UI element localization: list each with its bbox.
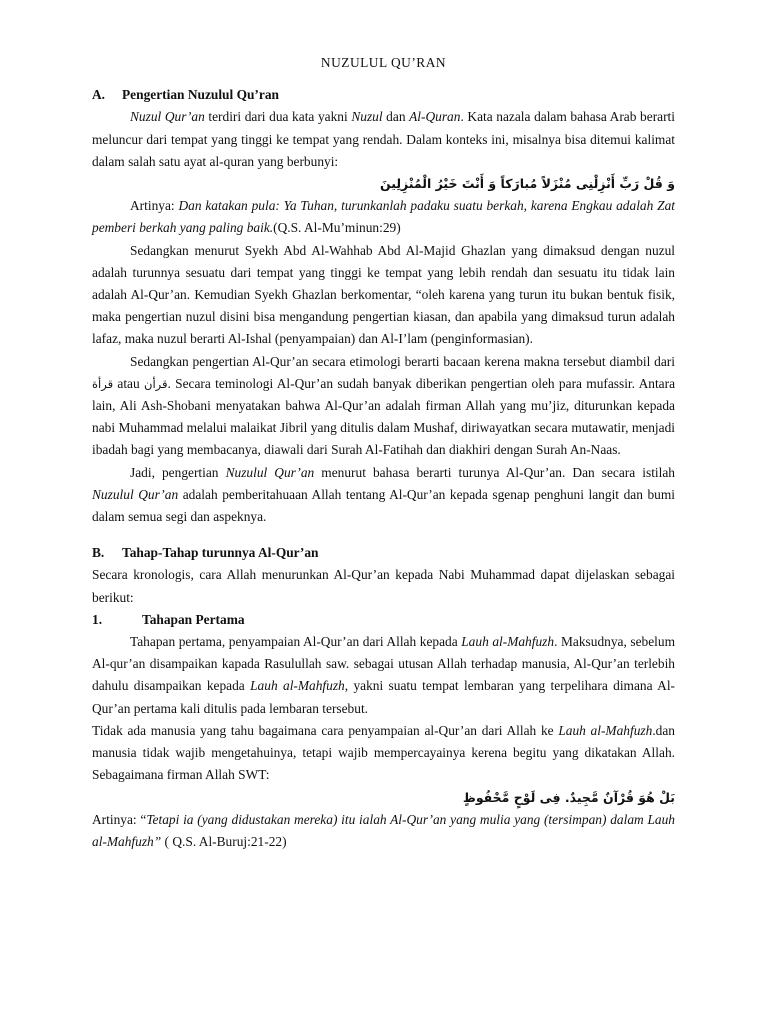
paragraph-penyampaian: Tidak ada manusia yang tahu bagaimana cara penyampaian al-Qur’an dari Allah ke Lauh al-Mahfuzh.dan manusia tidak wajib mengetahuinya, tetapi wajib mempercayainya kerena begitu yang dikatakan Allah. Sebagaimana firman Allah SWT: — [92, 722, 675, 783]
document-page — [92, 52, 675, 853]
arabic-verse-2: بَلْ هُوَ قُرْآنٌ مَّجِيدٌ. فِى لَوْحٍ مَّحْفُوظٍ — [462, 789, 675, 805]
section-a-title: Pengertian Nuzulul Qu’ran — [122, 87, 279, 103]
paragraph-definition: Nuzul Qur’an terdiri dari dua kata yakni Nuzul dan Al-Quran. Kata nazala dalam bahasa Arab berarti meluncur dari tempat yang tinggi ke tempat yang rendah. Dalam konteks ini, misalnya bisa ditemui kalimat dalam salah satu ayat al-quran yang berbunyi: — [92, 109, 675, 169]
section-b-number: B. — [92, 545, 105, 561]
term-nuzul-quran: Nuzul Qur’an — [130, 109, 205, 125]
section-b-heading — [92, 542, 675, 564]
arabic-verse-1: وَ قُلْ رَبِّ أَنْزِلْنِى مُنْزَلاً مُبارَكاً وَ أَنْتَ خَيْرُ الْمُنْزِلِينَ — [379, 176, 675, 192]
paragraph-translation-2: Artinya: “Tetapi ia (yang didustakan mereka) itu ialah Al-Qur’an yang mulia yang (tersimpan) dalam Lauh al-Mahfuzh” ( Q.S. Al-Buruj:21-22) — [92, 811, 675, 849]
section-b-title: Tahap-Tahap turunnya Al-Qur’an — [122, 545, 319, 561]
section-a-heading — [92, 84, 675, 106]
subsection-1-heading: 1. Tahapan Pertama — [92, 611, 245, 627]
document-title: NUZULUL QU’RAN — [320, 55, 447, 70]
section-gap — [92, 528, 675, 542]
section-a-number: A. — [92, 87, 106, 103]
paragraph-tahapan-pertama: Tahapan pertama, penyampaian Al-Qur’an dari Allah kepada Lauh al-Mahfuzh. Maksudnya, sebelum Al-qur’an disampaikan kapada Rasulullah saw. sebagai utusan Allah terhadap manusia, Al-Qur’an terlebih dahulu disampaikan kepada Lauh al-Mahfuzh, yakni suatu tempat lembaran yang terpelihara dimana Al-Qur’an pertama kali ditulis pada lembaran tersebut. — [92, 634, 676, 716]
paragraph-kronologis: Secara kronologis, cara Allah menurunkan Al-Qur’an kepada Nabi Muhammad dapat dijelaskan sebagai berikut: — [92, 567, 675, 605]
paragraph-etimologi: Sedangkan pengertian Al-Qur’an secara etimologi berarti bacaan kerena makna tersebut diambil dari قرأة atau قرأن. Secara teminologi Al-Qur’an sudah banyak diberikan pengertian oleh para mufassir. Antara lain, Ali Ash-Shobani menyatakan bahwa Al-Qur’an adalah firman Allah yang mu’jiz, diturunkan kepada nabi Muhammad melalui malaikat Jibril yang ditulis dalam Mushaf, diriwayatkan secara mutawatir, menjadi ibadah bagi yang membacanya, diawali dari Surah Al-Fatihah dan diakhiri dengan Surah An-Naas. — [92, 353, 676, 458]
paragraph-conclusion: Jadi, pengertian Nuzulul Qur’an menurut bahasa berarti turunya Al-Qur’an. Dan secara istilah Nuzulul Qur’an adalah pemberitahuaan Allah tentang Al-Qur’an kepada sgenap penghuni langit dan bumi dalam semua segi dan aspeknya. — [92, 464, 676, 525]
paragraph-translation-1: Artinya: Dan katakan pula: Ya Tuhan, turunkanlah padaku suatu berkah, karena Engkau adalah Zat pemberi berkah yang paling baik.(Q.S. Al-Mu’minun:29) — [92, 198, 675, 236]
paragraph-ghazlan: Sedangkan menurut Syekh Abd Al-Wahhab Abd Al-Majid Ghazlan yang dimaksud dengan nuzul adalah turunnya sesuatu dari tempat yang tinggi ke tempat yang lebih rendah dan sesuatu itu tidak lain adalah Al-Qur’an. Kemudian Syekh Ghazlan berkomentar, “oleh karena yang turun itu bukan bentuk fisik, maka pengertian nuzul disini bisa mengandung pengertian kiasan, dan apabila yang dimaksud turun adalah lafaz, maka nuzul berarti Al-Ishal (penyampaian) dan Al-I’lam (penginformasian). — [92, 242, 675, 347]
